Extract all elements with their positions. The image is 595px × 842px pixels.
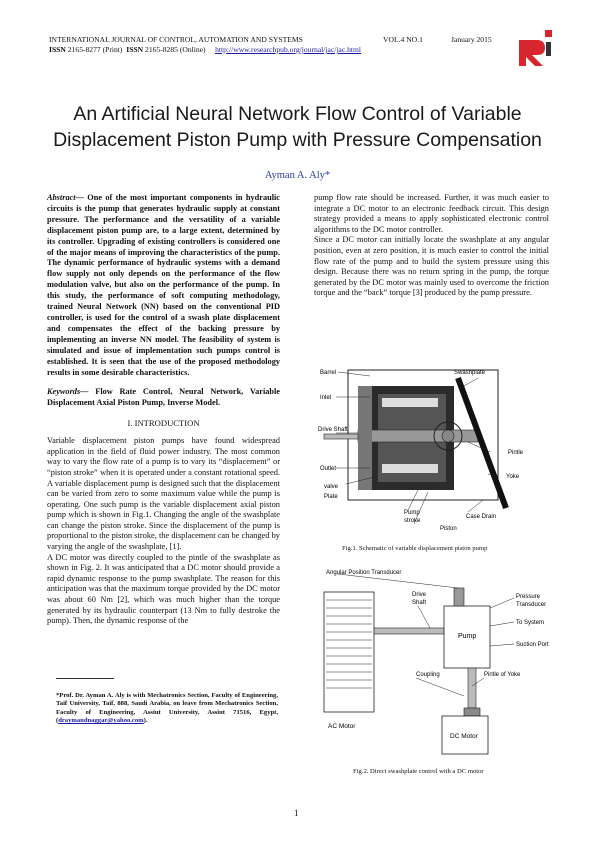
label-piston: Piston	[440, 526, 457, 532]
section-heading-introduction: I. INTRODUCTION	[127, 418, 200, 429]
author-footnote: *Prof. Dr. Ayman A. Aly is with Mechatronics Section, Faculty of Engineering, Taif University, Taif, 888, Saudi Arabia, on leave from Mechatronics Section, Faculty of Engineering, Assiut University, Assiut 71516, Egypt, (draymandnaggar@yahoo.com).	[56, 692, 278, 725]
right-column	[314, 193, 549, 299]
author-email-link[interactable]: draymandnaggar@yahoo.com	[58, 717, 144, 725]
label-suction-port: Suction Port	[516, 642, 549, 648]
label-valve: valve	[324, 484, 339, 490]
label-drive: Drive	[412, 592, 427, 598]
title-line-1: An Artificial Neural Network Flow Control of Variable	[73, 103, 522, 125]
paper-title	[40, 101, 555, 153]
paragraph: pump flow rate should be increased. Further, it was much easier to integrate a DC motor to an electronic feedback circuit. This design strategy provided a means to apply sophisticated electronic control algorithms to the DC motor controller.	[314, 193, 549, 234]
label-coupling: Coupling	[416, 672, 440, 678]
label-pump: Pump	[404, 510, 420, 516]
paragraph: Variable displacement piston pumps have found widespread application in the field of fluid power industry. The most common way to vary the flow rate of a pump is to vary its “displacement” or “piston stroke” when it is operated under a constant rotational speed. A variable displacement pump is designed such that the displacement can be varied from zero to some maximum value while the pump is operating. One such pump is the variable displacement axial piston pump which is shown in Fig.1. Changing the angle of the swashplate can change the piston stroke. Since the displacement of the pump is proportional to the piston stroke, the displacement can be changed by varying the angle of the swashplate, [1].	[47, 436, 280, 552]
label-outlet: Outlet	[320, 466, 337, 472]
figure-2-caption: Fig.2. Direct swashplate control with a DC motor	[353, 768, 484, 775]
title-line-2: Displacement Piston Pump with Pressure Compensation	[53, 129, 542, 151]
label-drive-shaft: Drive Shaft	[318, 427, 348, 433]
journal-header	[49, 35, 492, 55]
journal-url-link[interactable]: http://www.researchpub.org/journal/jac/jac.html	[215, 45, 361, 54]
label-pump: Pump	[458, 633, 477, 640]
label-inlet: Inlet	[320, 395, 332, 401]
label-to-system: To System	[516, 620, 545, 626]
volume-number: VOL.4 NO.1	[383, 35, 423, 44]
label-dc-motor: DC Motor	[450, 733, 478, 740]
label-shaft: Shaft	[412, 600, 427, 606]
keywords: Keywords— Flow Rate Control, Neural Network, Variable Displacement Axial Piston Pump, Inverse Model.	[47, 387, 280, 408]
label-pintle: Pintle	[508, 450, 524, 456]
figure-1-caption: Fig.1. Schematic of variable displacement piston pump	[342, 545, 488, 552]
label-yoke: Yoke	[506, 474, 520, 480]
footnote-rule	[56, 678, 114, 679]
label-angular-transducer: Angular Position Transducer	[326, 570, 402, 576]
label-transducer: Transducer	[516, 602, 547, 608]
left-column	[47, 193, 280, 627]
figure-2-dc-motor-diagram	[318, 566, 550, 762]
journal-name: INTERNATIONAL JOURNAL OF CONTROL, AUTOMATION AND SYSTEMS	[49, 35, 303, 44]
label-ac-motor: AC Motor	[328, 723, 356, 730]
author-name: Ayman A. Aly*	[264, 170, 331, 181]
issn-line: ISSN 2165-8277 (Print) ISSN 2165-8285 (Online) http://www.researchpub.org/journal/jac/jac.html	[49, 45, 361, 54]
label-case-drain: Case Drain	[466, 514, 497, 520]
label-swashplate: Swashplate	[454, 370, 486, 376]
issue-date: January 2015	[451, 35, 492, 44]
label-pressure: Pressure	[516, 594, 541, 600]
paragraph: Since a DC motor can initially locate the swashplate at any angular position, even at zero position, it is much easier to control the initial flow rate of the pump and to build the system pressure using this design. Because there was no return spring in the pump, the torque generated by the DC motor was mainly used to overcome the friction torque and the “back” torque [3] produced by the pump pressure.	[314, 235, 549, 298]
label-barrel: Barrel	[320, 370, 337, 376]
page-number: 1	[294, 808, 299, 818]
label-plate: Plate	[324, 494, 338, 500]
figure-1-pump-schematic	[318, 364, 550, 534]
label-pintle-of-yoke: Pintle of Yoke	[484, 672, 521, 678]
paragraph: A DC motor was directly coupled to the pintle of the swashplate as shown in Fig. 2. It was anticipated that a DC motor should provide a rapid dynamic response to the pump swashplate. The reason for this anticipation was that the maximum torque provided by the DC motor was about 60 Nm [2], which was much higher than the torque generated by its hydraulic counterpart (13 Nm to fully destroke the pump). Then, the dynamic response of the	[47, 552, 280, 626]
publisher-logo	[519, 30, 555, 68]
label-stroke: stroke	[404, 518, 421, 524]
abstract: Abstract— One of the most important components in hydraulic circuits is the pump that generates hydraulic supply at constant pressure. The performance and the versatility of a variable displacement piston pump are, to a large extent, determined by its controller. Upgrading of existing controllers is considered one of the major means of improving the characteristics of the pump. The dynamic performance of hydraulic systems with a demand flow supply not only depends on the performance of the flow modulation valve, but also on the performance of the pump. In this study, the performance of soft computing methodology, trained Neural Network (NN) based on the conventional PID controller, is used for the control of a swash plate displacement and compensates the effect of the backing pressure by implementing an inverse NN model. The feasibility of system is simulated and issue of implementation such pumps control is established. It is seen that the use of the proposed methodology results in some desirable characteristics.	[47, 193, 280, 377]
